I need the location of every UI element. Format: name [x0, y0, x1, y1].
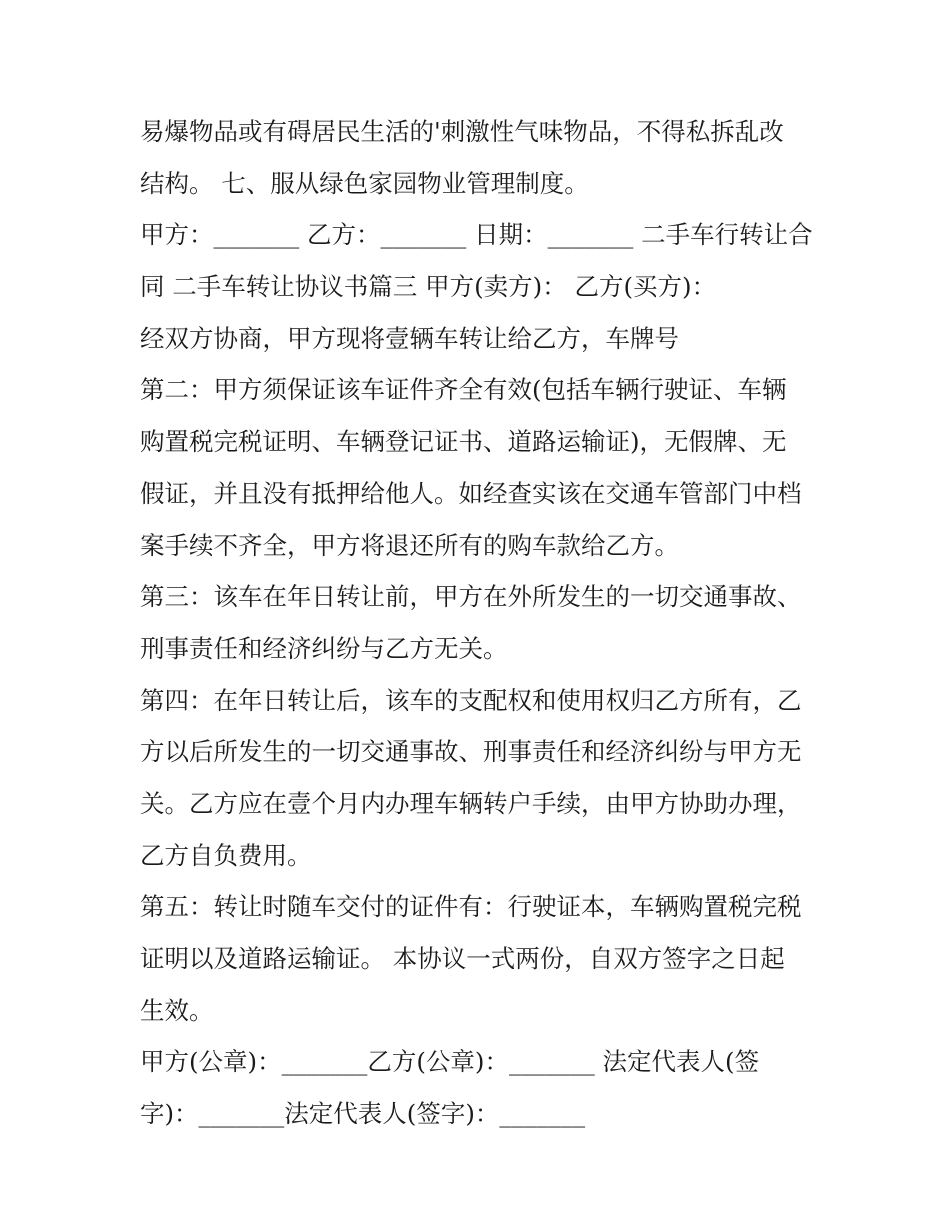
text-line-9: 案手续不齐全，甲方将退还所有的购车款给乙方。	[140, 530, 679, 560]
text-line-16: 第五：转让时随车交付的证件有：行驶证本，车辆购置税完税	[140, 892, 802, 922]
text-line-17: 证明以及道路运输证。 本协议一式两份，自双方签字之日起	[140, 944, 785, 973]
text-line-8: 假证，并且没有抵押给他人。如经查实该在交通车管部门中档	[140, 478, 802, 508]
text-line-15: 乙方自负费用。	[140, 840, 312, 870]
text-line-7: 购置税完税证明、车辆登记证书、道路运输证)，无假牌、无	[140, 427, 787, 457]
text-line-11: 刑事责任和经济纠纷与乙方无关。	[140, 633, 508, 663]
text-line-3: 甲方：_______ 乙方：_______ 日期：_______ 二手车行转让合	[140, 220, 813, 250]
text-line-2: 结构。 七、服从绿色家园物业管理制度。	[140, 168, 589, 198]
text-line-18: 生效。	[140, 995, 214, 1025]
text-line-4: 同 二手车转让协议书篇三 甲方(卖方)： 乙方(买方)：	[140, 272, 717, 302]
text-line-1: 易爆物品或有碍居民生活的'刺激性气味物品，不得私拆乱改	[140, 117, 784, 146]
text-line-19: 甲方(公章)：_______乙方(公章)：_______ 法定代表人(签	[140, 1047, 760, 1077]
text-line-13: 方以后所发生的一切交通事故、刑事责任和经济纠纷与甲方无	[140, 737, 802, 767]
text-line-6: 第二：甲方须保证该车证件齐全有效(包括车辆行驶证、车辆	[140, 375, 787, 405]
text-line-20: 字)：_______法定代表人(签字)：_______	[140, 1099, 586, 1129]
contract-text	[140, 106, 830, 1140]
text-line-12: 第四：在年日转让后，该车的支配权和使用权归乙方所有，乙	[140, 685, 802, 715]
text-line-10: 第三：该车在年日转让前，甲方在外所发生的一切交通事故、	[140, 582, 802, 612]
text-line-14: 关。乙方应在壹个月内办理车辆转户手续，由甲方协助办理，	[140, 788, 802, 818]
text-line-5: 经双方协商，甲方现将壹辆车转让给乙方，车牌号	[140, 323, 679, 353]
